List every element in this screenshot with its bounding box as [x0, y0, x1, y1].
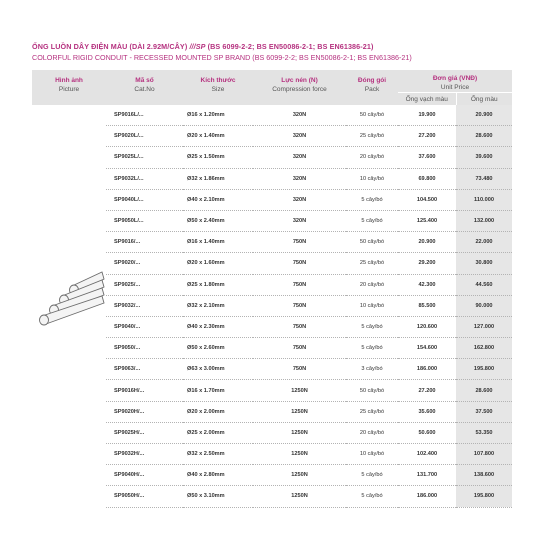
cell-size: Ø16 x 1.20mm	[183, 105, 253, 126]
cell-price-striped: 50.600	[398, 422, 456, 443]
cell-size: Ø32 x 1.86mm	[183, 168, 253, 189]
cell-price-colored: 28.600	[456, 126, 512, 147]
cell-cat-no: SP9020H/...	[106, 401, 183, 422]
cell-price-striped: 27.200	[398, 380, 456, 401]
cell-pack: 20 cây/bó	[346, 147, 398, 168]
title-vietnamese	[32, 42, 532, 51]
cell-price-striped: 104.500	[398, 189, 456, 210]
cell-price-colored: 107.800	[456, 444, 512, 465]
cell-size: Ø20 x 1.40mm	[183, 126, 253, 147]
cell-price-striped: 131.700	[398, 465, 456, 486]
cell-price-colored: 22.000	[456, 232, 512, 253]
cell-force: 750N	[253, 253, 346, 274]
cell-price-striped: 154.600	[398, 338, 456, 359]
cell-price-striped: 102.400	[398, 444, 456, 465]
cell-price-colored: 30.800	[456, 253, 512, 274]
cell-force: 1250N	[253, 380, 346, 401]
cell-pack: 5 cây/bó	[346, 189, 398, 210]
cell-pack: 50 cây/bó	[346, 232, 398, 253]
cell-pack: 20 cây/bó	[346, 274, 398, 295]
cell-price-colored: 195.800	[456, 486, 512, 507]
cell-cat-no: SP9025L/...	[106, 147, 183, 168]
cell-force: 750N	[253, 274, 346, 295]
sp-brand-logo: ///SP	[189, 42, 206, 51]
cell-price-colored: 39.600	[456, 147, 512, 168]
cell-size: Ø40 x 2.10mm	[183, 189, 253, 210]
cell-size: Ø16 x 1.40mm	[183, 232, 253, 253]
cell-cat-no: SP9050H/...	[106, 486, 183, 507]
cell-cat-no: SP9040H/...	[106, 465, 183, 486]
cell-force: 750N	[253, 359, 346, 380]
cell-force: 320N	[253, 189, 346, 210]
header-size: Kích thước Size	[183, 70, 253, 105]
cell-price-colored: 73.480	[456, 168, 512, 189]
cell-cat-no: SP9016/...	[106, 232, 183, 253]
cell-price-striped: 37.600	[398, 147, 456, 168]
cell-force: 320N	[253, 168, 346, 189]
cell-size: Ø25 x 1.80mm	[183, 274, 253, 295]
cell-price-colored: 162.800	[456, 338, 512, 359]
cell-cat-no: SP9016H/...	[106, 380, 183, 401]
cell-price-colored: 195.800	[456, 359, 512, 380]
cell-size: Ø25 x 1.50mm	[183, 147, 253, 168]
cell-force: 750N	[253, 338, 346, 359]
cell-pack: 3 cây/bó	[346, 359, 398, 380]
cell-cat-no: SP9040/...	[106, 316, 183, 337]
cell-size: Ø20 x 2.00mm	[183, 401, 253, 422]
cell-force: 750N	[253, 295, 346, 316]
cell-cat-no: SP9032H/...	[106, 444, 183, 465]
cell-pack: 5 cây/bó	[346, 316, 398, 337]
cell-price-striped: 42.300	[398, 274, 456, 295]
cell-price-striped: 20.900	[398, 232, 456, 253]
cell-force: 1250N	[253, 486, 346, 507]
cell-size: Ø20 x 1.60mm	[183, 253, 253, 274]
cell-pack: 50 cây/bó	[346, 105, 398, 126]
cell-cat-no: SP9032/...	[106, 295, 183, 316]
cell-force: 1250N	[253, 465, 346, 486]
cell-cat-no: SP9040L/...	[106, 189, 183, 210]
cell-pack: 5 cây/bó	[346, 465, 398, 486]
document-heading	[32, 42, 532, 62]
cell-price-colored: 90.000	[456, 295, 512, 316]
cell-force: 750N	[253, 316, 346, 337]
cell-size: Ø40 x 2.80mm	[183, 465, 253, 486]
cell-cat-no: SP9020L/...	[106, 126, 183, 147]
cell-price-colored: 44.560	[456, 274, 512, 295]
cell-price-colored: 127.000	[456, 316, 512, 337]
cell-size: Ø16 x 1.70mm	[183, 380, 253, 401]
cell-cat-no: SP9016L/...	[106, 105, 183, 126]
cell-cat-no: SP9020/...	[106, 253, 183, 274]
cell-pack: 5 cây/bó	[346, 338, 398, 359]
cell-cat-no: SP9025H/...	[106, 422, 183, 443]
cell-pack: 25 cây/bó	[346, 401, 398, 422]
header-price-colored: Ống màu	[456, 93, 512, 106]
header-compression-force: Lực nén (N) Compression force	[253, 70, 346, 105]
title-standards: (BS 6099-2-2; BS EN50086-2-1; BS EN61386-21)	[207, 42, 374, 51]
header-cat-no: Mã số Cat.No	[106, 70, 183, 105]
cell-cat-no: SP9032L/...	[106, 168, 183, 189]
cell-price-colored: 138.600	[456, 465, 512, 486]
header-pack: Đóng gói Pack	[346, 70, 398, 105]
cell-price-striped: 27.200	[398, 126, 456, 147]
cell-cat-no: SP9050L/...	[106, 210, 183, 231]
cell-force: 320N	[253, 147, 346, 168]
cell-price-colored: 37.500	[456, 401, 512, 422]
cell-size: Ø40 x 2.30mm	[183, 316, 253, 337]
header-picture: Hình ảnh Picture	[32, 70, 106, 105]
cell-size: Ø32 x 2.10mm	[183, 295, 253, 316]
cell-force: 320N	[253, 126, 346, 147]
cell-price-striped: 69.800	[398, 168, 456, 189]
cell-force: 1250N	[253, 401, 346, 422]
cell-pack: 10 cây/bó	[346, 295, 398, 316]
cell-price-colored: 110.000	[456, 189, 512, 210]
cell-price-striped: 120.600	[398, 316, 456, 337]
cell-price-striped: 29.200	[398, 253, 456, 274]
cell-price-striped: 186.000	[398, 486, 456, 507]
cell-force: 320N	[253, 210, 346, 231]
cell-price-colored: 53.350	[456, 422, 512, 443]
cell-pack: 25 cây/bó	[346, 253, 398, 274]
cell-pack: 20 cây/bó	[346, 422, 398, 443]
header-unit-price: Đơn giá (VNĐ) Unit Price	[398, 70, 512, 93]
cell-pack: 50 cây/bó	[346, 380, 398, 401]
cell-price-striped: 35.600	[398, 401, 456, 422]
cell-pack: 5 cây/bó	[346, 486, 398, 507]
table-row	[32, 105, 512, 126]
cell-size: Ø32 x 2.50mm	[183, 444, 253, 465]
cell-pack: 25 cây/bó	[346, 126, 398, 147]
cell-force: 750N	[253, 232, 346, 253]
cell-price-striped: 19.900	[398, 105, 456, 126]
cell-pack: 5 cây/bó	[346, 210, 398, 231]
cell-price-colored: 132.000	[456, 210, 512, 231]
cell-force: 320N	[253, 105, 346, 126]
table-header	[32, 70, 512, 105]
cell-price-striped: 125.400	[398, 210, 456, 231]
table-body	[32, 105, 512, 507]
title-prefix: ỐNG LUỒN DÂY ĐIỆN MÀU (DÀI 2.92M/CÂY)	[32, 42, 188, 51]
cell-price-colored: 28.600	[456, 380, 512, 401]
cell-price-striped: 186.000	[398, 359, 456, 380]
cell-cat-no: SP9025/...	[106, 274, 183, 295]
cell-price-striped: 85.500	[398, 295, 456, 316]
conduit-pipes-icon	[32, 266, 106, 346]
price-table	[32, 70, 512, 508]
cell-size: Ø25 x 2.00mm	[183, 422, 253, 443]
title-english: COLORFUL RIGID CONDUIT - RECESSED MOUNTED SP BRAND (BS 6099-2-2; BS EN50086-2-1; BS EN61386-21)	[32, 53, 412, 62]
cell-size: Ø50 x 2.60mm	[183, 338, 253, 359]
cell-size: Ø50 x 3.10mm	[183, 486, 253, 507]
picture-cell	[32, 105, 106, 507]
cell-pack: 10 cây/bó	[346, 168, 398, 189]
cell-pack: 10 cây/bó	[346, 444, 398, 465]
cell-force: 1250N	[253, 444, 346, 465]
cell-size: Ø63 x 3.00mm	[183, 359, 253, 380]
header-price-striped: Ống vạch màu	[398, 93, 456, 106]
cell-size: Ø50 x 2.40mm	[183, 210, 253, 231]
cell-cat-no: SP9063/...	[106, 359, 183, 380]
cell-cat-no: SP9050/...	[106, 338, 183, 359]
cell-force: 1250N	[253, 422, 346, 443]
cell-price-colored: 20.900	[456, 105, 512, 126]
